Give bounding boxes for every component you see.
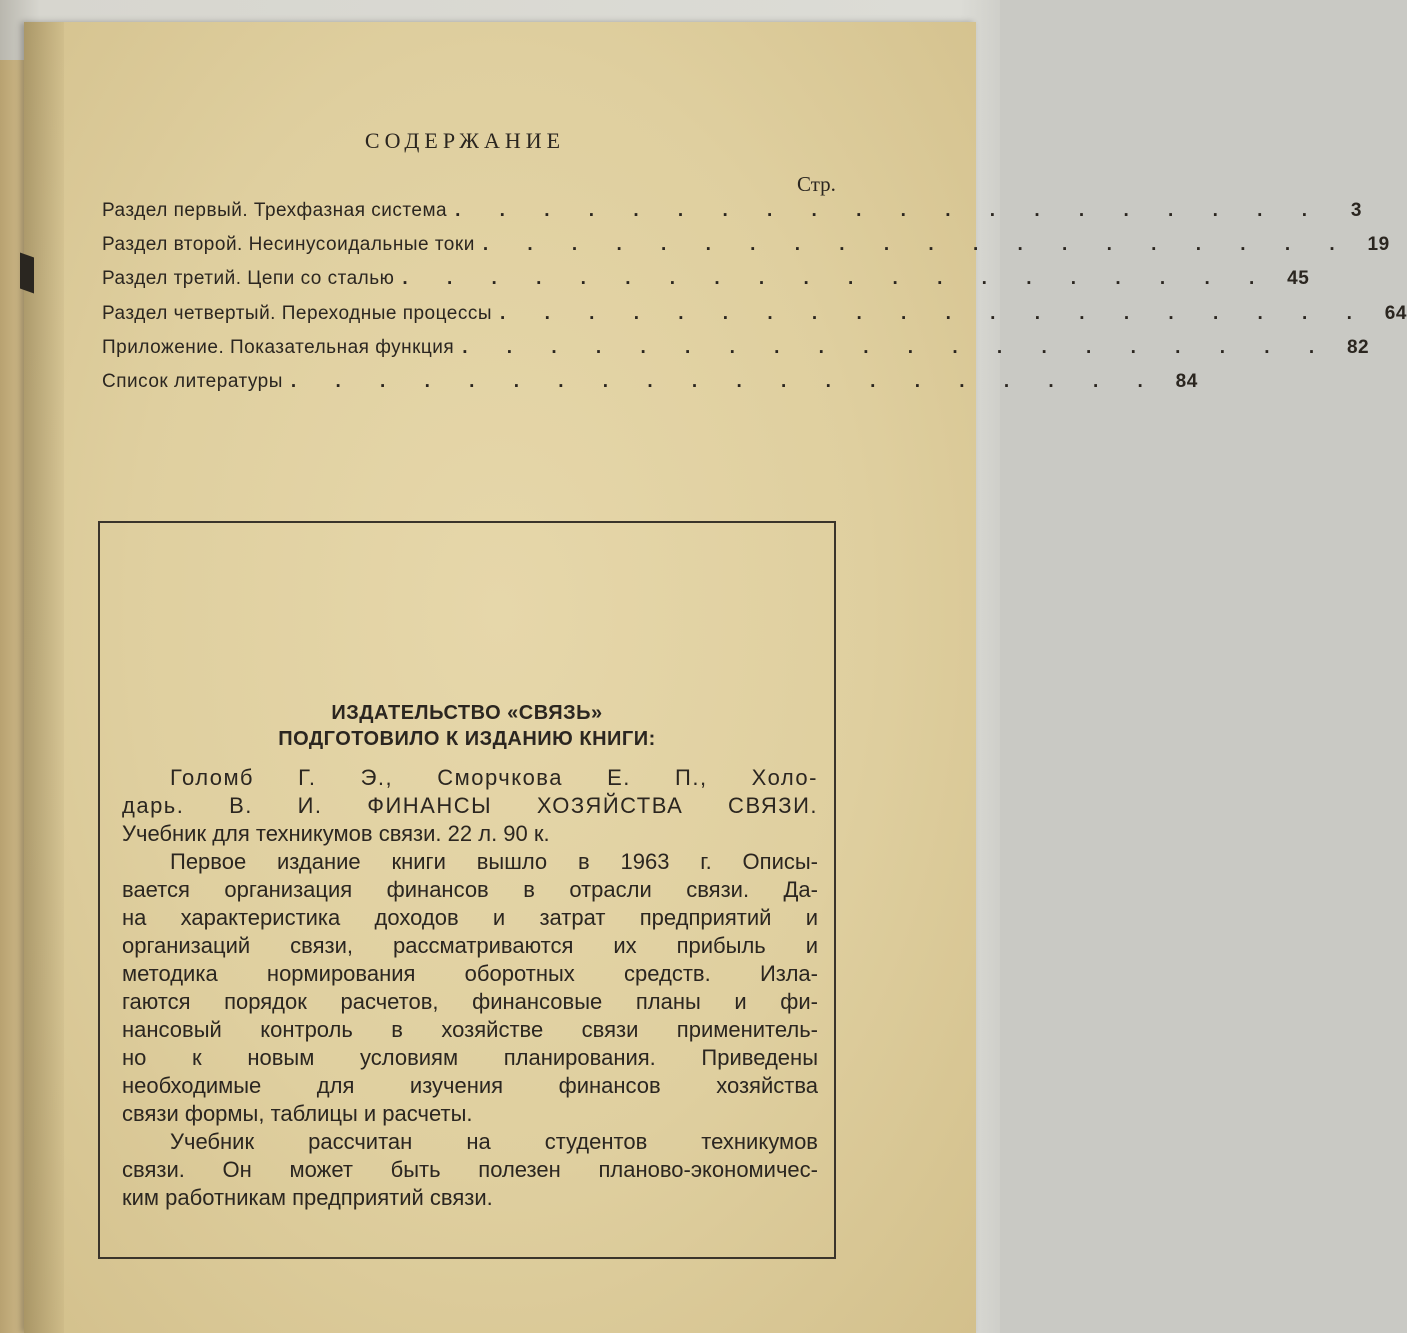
toc-entry-page: 19 [1367, 234, 1390, 255]
toc-page-column-label: Стр. [797, 172, 836, 196]
toc-entry-label: Раздел третий. Цепи со сталью [102, 268, 395, 289]
announcement-line: вается организация финансов в отрасли связи. Да- [122, 877, 818, 902]
toc-entry-label: Приложение. Показательная функция [102, 337, 455, 358]
announcement-line: связи. Он может быть полезен планово-экономичес- [122, 1157, 818, 1182]
announcement-line: Учебник для техникумов связи. 22 л. 90 к. [122, 821, 550, 846]
dot-leader: . . . . . . . . . . . . . . . . . . . . [482, 234, 1352, 255]
toc-entry-page: 82 [1346, 337, 1370, 358]
announcement-line: гаются порядок расчетов, финансовые планы и фи- [122, 989, 818, 1014]
spine-shadow [24, 22, 64, 1333]
toc-entry [102, 200, 1362, 230]
toc-entry-label: Раздел второй. Несинусоидальные токи [102, 234, 475, 255]
announcement-line: организаций связи, рассматриваются их прибыль и [122, 933, 818, 958]
toc-entry [102, 234, 1390, 264]
page-tab-mark [20, 252, 34, 293]
toc-entry-page: 45 [1287, 268, 1310, 289]
announcement-heading [98, 700, 836, 752]
dot-leader: . . . . . . . . . . . . . . . . . . . . [402, 268, 1272, 289]
toc-entry [102, 268, 1310, 298]
announcement-line: Голомб Г. Э., Сморчкова Е. П., Холо- [170, 765, 818, 790]
announcement-body [122, 764, 818, 1212]
toc-entry-page: 64 [1384, 303, 1407, 324]
toc-entry [102, 371, 1198, 401]
toc-entry [102, 337, 1370, 367]
dot-leader: . . . . . . . . . . . . . . . . . . . . [455, 200, 1324, 221]
toc-entry [102, 303, 1407, 333]
announcement-line: связи формы, таблицы и расчеты. [122, 1101, 473, 1126]
announcement-line: но к новым условиям планирования. Приведены [122, 1045, 818, 1070]
announcement-heading-line: ИЗДАТЕЛЬСТВО «СВЯЗЬ» [331, 702, 603, 724]
dot-leader: . . . . . . . . . . . . . . . . . . . . [290, 371, 1160, 392]
toc-entry-page: 3 [1350, 200, 1362, 221]
announcement-line: Первое издание книги вышло в 1963 г. Описы- [170, 849, 818, 874]
announcement-line: на характеристика доходов и затрат предприятий и [122, 905, 818, 930]
announcement-line: ким работникам предприятий связи. [122, 1185, 493, 1210]
dot-leader: . . . . . . . . . . . . . . . . . . . . [462, 337, 1332, 358]
announcement-line: дарь. В. И. ФИНАНСЫ ХОЗЯЙСТВА СВЯЗИ. [122, 793, 818, 818]
toc-entry-label: Список литературы [102, 371, 283, 392]
toc-entry-label: Раздел первый. Трехфазная система [102, 200, 448, 221]
toc-entry-label: Раздел четвертый. Переходные процессы [102, 303, 493, 324]
toc-entry-page: 84 [1175, 371, 1198, 392]
announcement-line: нансовый контроль в хозяйстве связи применитель- [122, 1017, 818, 1042]
announcement-heading-line: ПОДГОТОВИЛО К ИЗДАНИЮ КНИГИ: [278, 728, 656, 750]
announcement-line: Учебник рассчитан на студентов техникумов [170, 1129, 818, 1154]
dot-leader: . . . . . . . . . . . . . . . . . . . . [500, 303, 1369, 324]
announcement-line: необходимые для изучения финансов хозяйства [122, 1073, 818, 1098]
announcement-line: методика нормирования оборотных средств. Изла- [122, 961, 818, 986]
toc-title: СОДЕРЖАНИЕ [364, 128, 566, 153]
